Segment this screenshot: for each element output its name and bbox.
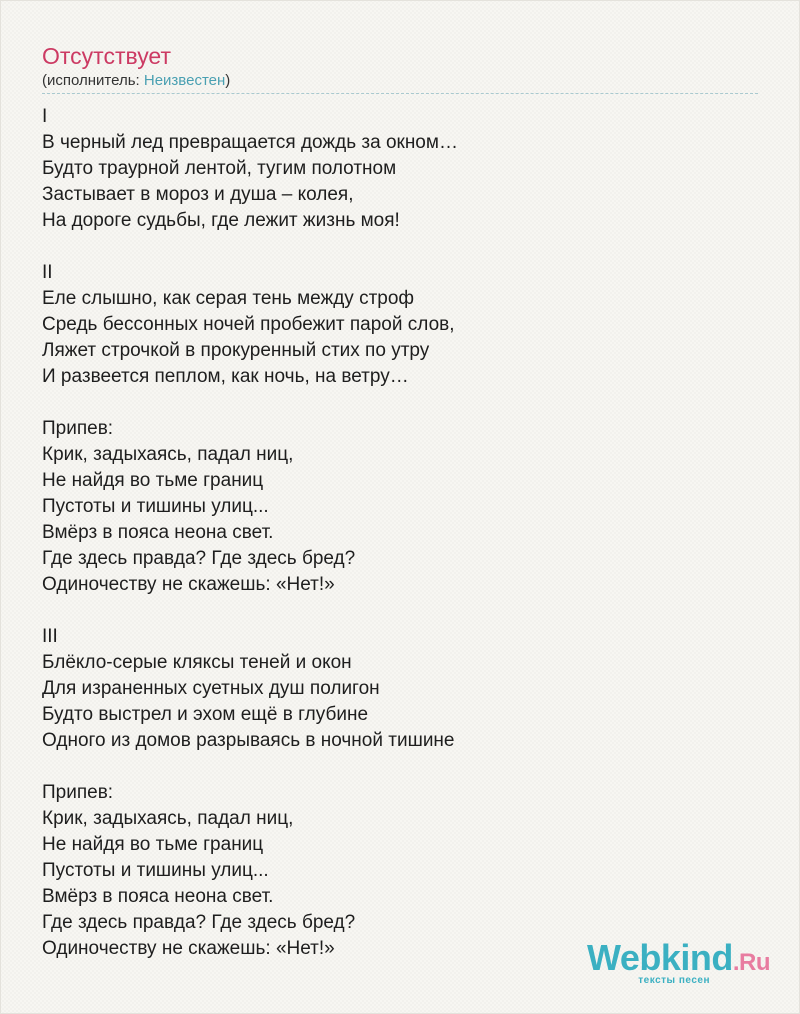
logo-brand: Webkind (586, 937, 733, 978)
logo-tagline: тексты песен (638, 975, 710, 986)
site-logo[interactable] (580, 938, 770, 990)
lyric-line: Пустоты и тишины улиц... (42, 860, 269, 881)
lyric-line: Ляжет строчкой в прокуренный стих по утру (42, 340, 430, 361)
artist-suffix: ) (225, 72, 231, 89)
lyric-line: Припев: (42, 418, 114, 439)
lyric-line: И развеется пеплом, как ночь, на ветру… (42, 366, 409, 387)
stanza-gap (42, 390, 758, 416)
header-divider (42, 93, 758, 94)
lyric-line: III (42, 626, 58, 647)
lyric-line: Крик, задыхаясь, падал ниц, (42, 444, 294, 465)
lyric-line: Где здесь правда? Где здесь бред? (42, 548, 356, 569)
stanza-gap (42, 234, 758, 260)
song-header (42, 42, 758, 91)
lyric-line: Еле слышно, как серая тень между строф (42, 288, 415, 309)
lyrics-body (42, 104, 758, 962)
artist-link[interactable]: Неизвестен (143, 72, 226, 89)
lyric-line: Одиночеству не скажешь: «Нет!» (42, 574, 335, 595)
lyric-line: Где здесь правда? Где здесь бред? (42, 912, 356, 933)
lyric-line: II (42, 262, 53, 283)
stanza-gap (42, 598, 758, 624)
lyric-line: Будто выстрел и эхом ещё в глубине (42, 704, 369, 725)
lyric-line: На дороге судьбы, где лежит жизнь моя! (42, 210, 400, 231)
artist-line (42, 71, 758, 91)
logo-tld: .Ru (732, 949, 770, 976)
lyric-line: В черный лед превращается дождь за окном… (42, 132, 458, 153)
lyric-line: Не найдя во тьме границ (42, 834, 264, 855)
lyric-line: Одного из домов разрываясь в ночной тишине (42, 730, 455, 751)
lyric-line: Вмёрз в пояса неона свет. (42, 886, 274, 907)
lyric-line: Крик, задыхаясь, падал ниц, (42, 808, 294, 829)
lyric-line: Одиночеству не скажешь: «Нет!» (42, 938, 335, 959)
lyric-line: Для израненных суетных душ полигон (42, 678, 380, 699)
stanza-gap (42, 754, 758, 780)
lyric-line: Пустоты и тишины улиц... (42, 496, 269, 517)
lyric-line: Застывает в мороз и душа – колея, (42, 184, 354, 205)
artist-prefix: (исполнитель: (42, 72, 144, 89)
lyric-line: Не найдя во тьме границ (42, 470, 264, 491)
lyric-line: Средь бессонных ночей пробежит парой слов, (42, 314, 455, 335)
lyric-line: Будто траурной лентой, тугим полотном (42, 158, 397, 179)
lyric-line: Блёкло-серые кляксы теней и окон (42, 652, 352, 673)
lyric-line: Припев: (42, 782, 114, 803)
lyric-line: I (42, 106, 48, 127)
song-title: Отсутствует (42, 43, 171, 69)
lyric-line: Вмёрз в пояса неона свет. (42, 522, 274, 543)
